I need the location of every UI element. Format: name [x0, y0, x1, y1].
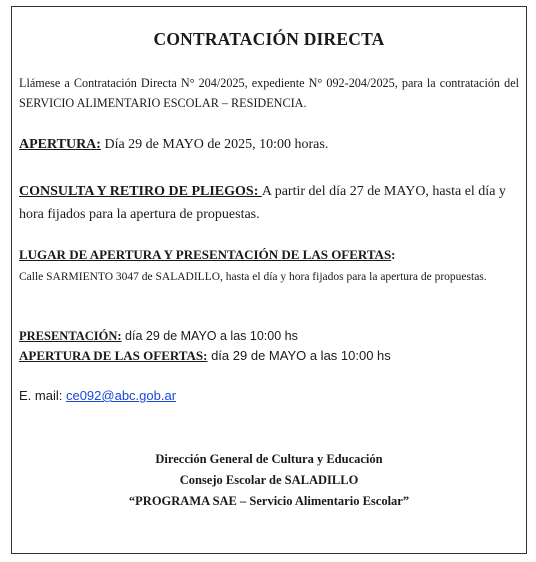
- apertura-label: APERTURA: [19, 137, 97, 152]
- apertura-colon: :: [96, 137, 101, 152]
- lugar-text: Calle SARMIENTO 3047 de SALADILLO, hasta el día y hora fijados para la apertura de propuestas.: [19, 271, 487, 283]
- presentacion-label: PRESENTACIÓN:: [19, 329, 122, 343]
- email-link[interactable]: ce092@abc.gob.ar: [65, 388, 177, 403]
- footer-line-2: Consejo Escolar de SALADILLO: [179, 473, 359, 487]
- email-label: E. mail:: [19, 388, 66, 403]
- consulta-label: CONSULTA Y RETIRO DE PLIEGOS:: [19, 184, 262, 199]
- apertura-text: Día 29 de MAYO de 2025, 10:00 horas.: [100, 137, 329, 152]
- notice-title: CONTRATACIÓN DIRECTA: [153, 29, 385, 49]
- email-line: [19, 388, 176, 403]
- lugar-label: LUGAR DE APERTURA Y PRESENTACIÓN DE LAS OFERTAS: [19, 247, 392, 262]
- intro-paragraph: Llámese a Contratación Directa N° 204/2025, expediente N° 092-204/2025, para la contratación del SERVICIO ALIMENTARIO ESCOLAR – RESIDENCIA.: [19, 76, 519, 110]
- footer-block: [12, 449, 526, 512]
- apertura-line: [19, 137, 328, 153]
- footer-line-1: Dirección General de Cultura y Educación: [155, 452, 383, 466]
- apertura-ofertas-label: APERTURA DE LAS OFERTAS:: [19, 348, 208, 363]
- apertura-ofertas-line: [19, 348, 391, 364]
- apertura-ofertas-text: día 29 de MAYO a las 10:00 hs: [207, 348, 391, 363]
- consulta-text: A partir del día 27 de MAYO, hasta el día y hora fijados para la apertura de propuestas.: [19, 184, 506, 222]
- lugar-colon: :: [391, 247, 396, 262]
- footer-line-3: “PROGRAMA SAE – Servicio Alimentario Escolar”: [128, 494, 410, 508]
- notice-frame: [11, 6, 527, 554]
- presentacion-line: [19, 329, 298, 344]
- consulta-paragraph: [19, 180, 519, 226]
- presentacion-text: día 29 de MAYO a las 10:00 hs: [121, 329, 298, 343]
- lugar-heading: [19, 247, 396, 263]
